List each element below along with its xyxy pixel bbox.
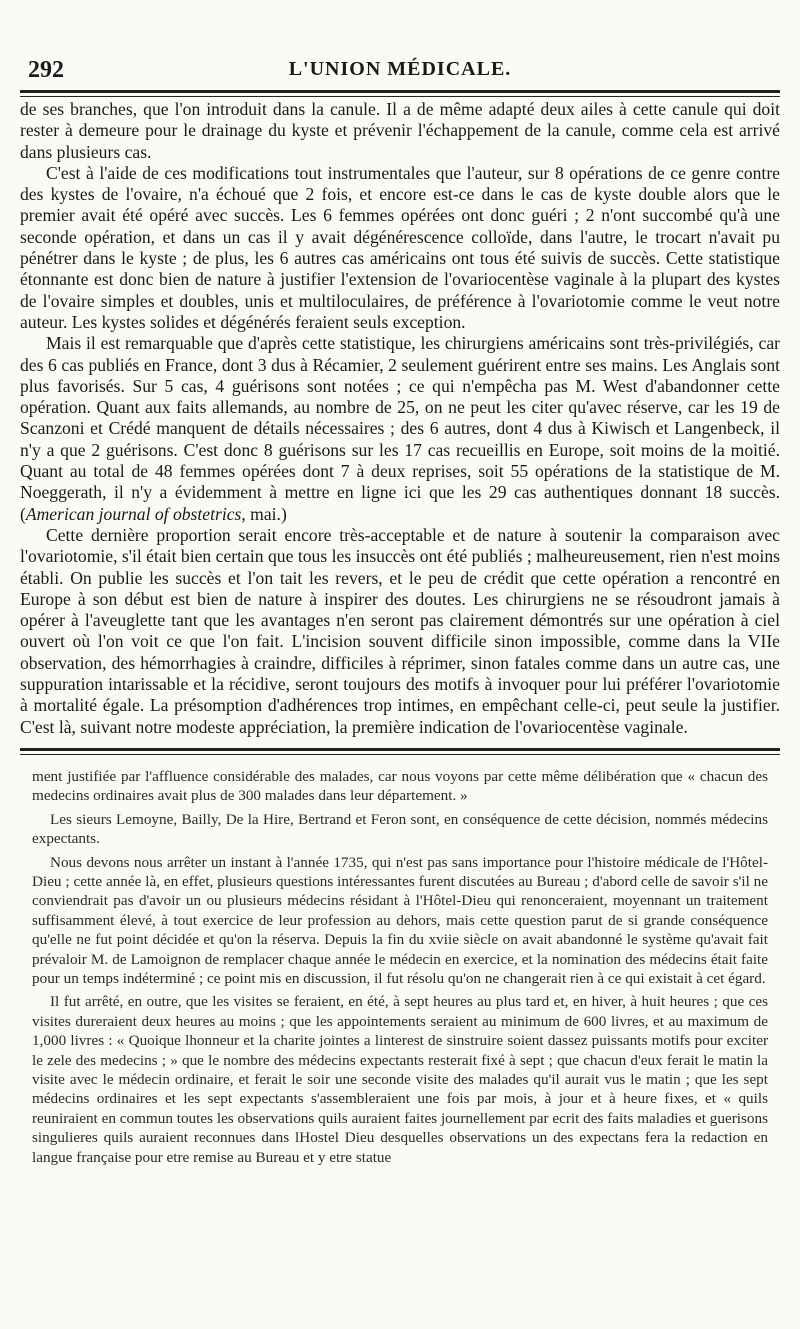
citation-open: ( (20, 503, 26, 524)
page-number: 292 (28, 57, 64, 83)
running-header (20, 52, 780, 90)
feuilleton-paragraph: Les sieurs Lemoyne, Bailly, De la Hire, Bertrand et Feron sont, en conséquence de cette décision, nommés médecins expectants. (32, 810, 768, 848)
paragraph: de ses branches, que l'on introduit dans la canule. Il a de même adapté deux ailes à cette canule qui doit rester à demeure pour le drainage du kyste et prévenir l'échappement de la canule, comme cela est arrivé dans plusieurs cas. (20, 99, 780, 162)
paragraph: Cette dernière proportion serait encore très-acceptable et de nature à soutenir la comparaison avec l'ovariotomie, s'il était bien certain que tous les insuccès ont été publiés ; malheureusement, rien n'est moins établi. On publie les succès et l'on tait les revers, et le peu de crédit que cette opération a rencontré en Europe à son début est bien de nature à inspirer des doutes. Les chirurgiens ne se résoudront jamais à opérer à l'aveuglette tant que les avantages n'en seront pas clairement démontrés sur une opération à ciel ouvert où l'on voit ce que l'on fait. L'incision souvent difficile sinon impossible, comme dans la VIIe observation, des hémorrhagies à craindre, difficiles à réprimer, sinon fatales comme dans un autre cas, une suppuration intarissable et la récidive, seront toujours des motifs à invoquer pour lui préférer l'ovariotomie à mortalité égale. La présomption d'adhérences trop intimes, en empêchant celle-ci, peut seule la justifier. C'est là, suivant notre modeste appréciation, la première indication de l'ovariocentèse vaginale. (20, 524, 780, 737)
paragraph: C'est à l'aide de ces modifications tout instrumentales que l'auteur, sur 8 opérations de ce genre contre des kystes de l'ovaire, n'a échoué que 2 fois, et encore est-ce dans le cas de kyste double alors que le premier avait été opéré avec succès. Les 6 femmes opérées ont donc guéri ; 2 n'ont succombé qu'à une seconde opération, et dans un cas il y avait dégénérescence colloïde, dans l'autre, le trocart n'avait pu pénétrer dans le kyste ; de plus, les 6 autres cas américains ont tous été suivis de succès. Cette statistique étonnante est donc bien de nature à justifier l'extension de l'ovariocentèse vaginale à la plupart des kystes de l'ovaire simples et doubles, unis et multiloculaires, de préférence à l'ovariotomie comme le veut notre auteur. Les kystes solides et dégénérés feraient seuls exception. (20, 162, 780, 332)
paragraph (20, 333, 780, 525)
paragraph-text: Mais il est remarquable que d'après cette statistique, les chirurgiens américains sont très-privilégiés, car des 6 cas publiés en France, dont 3 dus à Récamier, 2 seulement guérirent entre ses mains. Les Anglais sont plus favorisés. Sur 5 cas, 4 guérisons sont notées ; ce qui n'empêcha pas M. West d'abandonner cette opération. Quant aux faits allemands, au nombre de 25, on ne peut les citer qu'avec réserve, car les 19 de Scanzoni et Crédé manquent de détails nécessaires ; des 6 autres, dont 4 dus à Kiwisch et Langenbeck, il n'y a que 2 guérisons. C'est donc 8 guérisons sur les 17 cas recueillis en Europe, soit moins de la moitié. Quant au total de 48 femmes opérées dont 7 à deux reprises, soit 55 opérations de la statistique de M. Noeggerath, il n'y a évidemment à mettre en ligne ici que les 29 cas authentiques donnant 18 succès. (20, 333, 780, 503)
feuilleton-paragraph: ment justifiée par l'affluence considérable des malades, car nous voyons par cette même délibération que « chacun des medecins ordinaires avait plus de 300 malades dans leur département. » (32, 767, 768, 805)
header-rule (20, 90, 780, 97)
feuilleton-paragraph: Il fut arrêté, en outre, que les visites se feraient, en été, à sept heures au plus tard et, en hiver, à huit heures ; que ces visites dureraient deux heures au moins ; que les appointements seraient au minimum de 600 livres, et au maximum de 1,000 livres : « Quoique lhonneur et la charite jointes a linterest de sinstruire soient dassez puissants motifs pour exciter le zele des medecins ; » que le nombre des médecins expectants resterait fixé à sept ; que chacun d'eux ferait le matin la visite avec le médecin ordinaire, et ferait le soir une seconde visite des malades qu'il aurait vus le matin ; que les sept médecins ordinaires et les sept expectants s'assembleraient une fois par mois, à jour et à heure fixes, et « quils reuniraient en commun toutes les observations quils auraient faites journellement par ecrit des faits maladies et guerisons singulieres quils auraient reconnues dans lHostel Dieu desquelles observations un des expectans fera la redaction en langue française pour etre remise au Bureau et y etre statue (32, 993, 768, 1166)
citation-source: American journal of obstetrics (25, 503, 242, 524)
feuilleton-paragraph: Nous devons nous arrêter un instant à l'année 1735, qui n'est pas sans importance pour l'histoire médicale de l'Hôtel-Dieu ; cette année là, en effet, plusieurs questions intéressantes furent discutées au Bureau ; d'abord celle de savoir s'il ne conviendrait pas d'avoir un ou plusieurs médecins résidant à l'Hôtel-Dieu qui renonceraient, moyennant un traitement suffisamment élevé, à tout exercice de leur profession au dehors, mais cette question parut de si grande conséquence qu'elle ne fut point décidée et qu'on la réserva. Depuis la fin du xviie siècle on avait abandonné le système qu'avait fait prévaloir M. de Lamoignon de remplacer chaque année le médecin en exercice, et la nomination des médecins était faite pour un temps indéterminé ; ce point mis en discussion, il fut résolu qu'on ne changerait rien à ce qui existait à cet égard. (32, 853, 768, 987)
page (20, 52, 780, 1167)
feuilleton (20, 767, 780, 1167)
feuilleton-separator (20, 748, 780, 755)
main-article (20, 99, 780, 738)
citation-close: , mai.) (241, 503, 287, 524)
running-title: L'UNION MÉDICALE. (288, 58, 512, 80)
